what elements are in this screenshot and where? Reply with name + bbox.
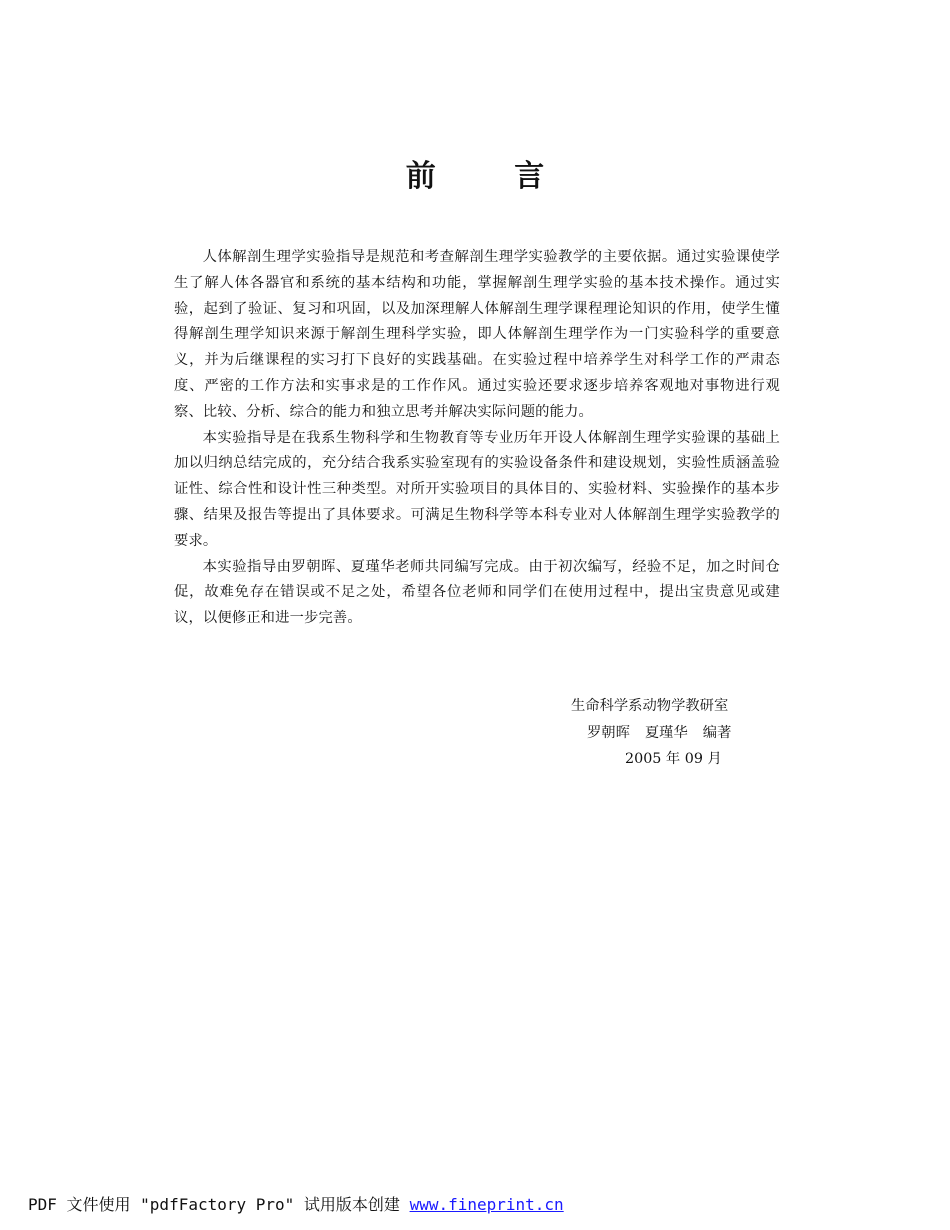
footer-text: PDF 文件使用 "pdfFactory Pro" 试用版本创建 [28,1195,410,1214]
signature-author-1: 罗朝晖 [587,724,630,741]
signature-block [560,693,760,773]
signature-date: 2005 年 09 月 [625,751,722,767]
preface-paragraph-1: 人体解剖生理学实验指导是规范和考查解剖生理学实验教学的主要依据。通过实验课使学生了解人体各器官和系统的基本结构和功能，掌握解剖生理学实验的基本技术操作。通过实验，起到了验证、复习和巩固，以及加深理解人体解剖生理学课程理论知识的作用，使学生懂得解剖生理学知识来源于解剖生理科学实验，即人体解剖生理学作为一门实验科学的重要意义，并为后继课程的实习打下良好的实践基础。在实验过程中培养学生对科学工作的严肃态度、严密的工作方法和实事求是的工作作风。通过实验还要求逐步培养客观地对事物进行观察、比较、分析、综合的能力和独立思考并解决实际问题的能力。 [174,249,780,420]
signature-department: 生命科学系动物学教研室 [571,698,729,714]
signature-authors [560,720,760,747]
pdf-watermark-footer [28,1193,564,1217]
preface-body [174,245,780,632]
preface-paragraph-3: 本实验指导由罗朝晖、夏瑾华老师共同编写完成。由于初次编写，经验不足，加之时间仓促，故难免存在错误或不足之处，希望各位老师和同学们在使用过程中，提出宝贵意见或建议，以便修正和进一步完善。 [174,558,780,627]
preface-paragraph-2: 本实验指导是在我系生物科学和生物教育等专业历年开设人体解剖生理学实验课的基础上加以归纳总结完成的，充分结合我系实验室现有的实验设备条件和建设规划，实验性质涵盖验证性、综合性和设计性三种类型。对所开实验项目的具体目的、实验材料、实验操作的基本步骤、结果及报告等提出了具体要求。可满足生物科学等本科专业对人体解剖生理学实验教学的要求。 [174,429,780,549]
page-title: 前 言 [405,159,579,194]
footer-link[interactable]: www.fineprint.cn [409,1195,564,1214]
signature-role: 编著 [702,724,732,741]
signature-author-2: 夏瑾华 [644,724,688,741]
